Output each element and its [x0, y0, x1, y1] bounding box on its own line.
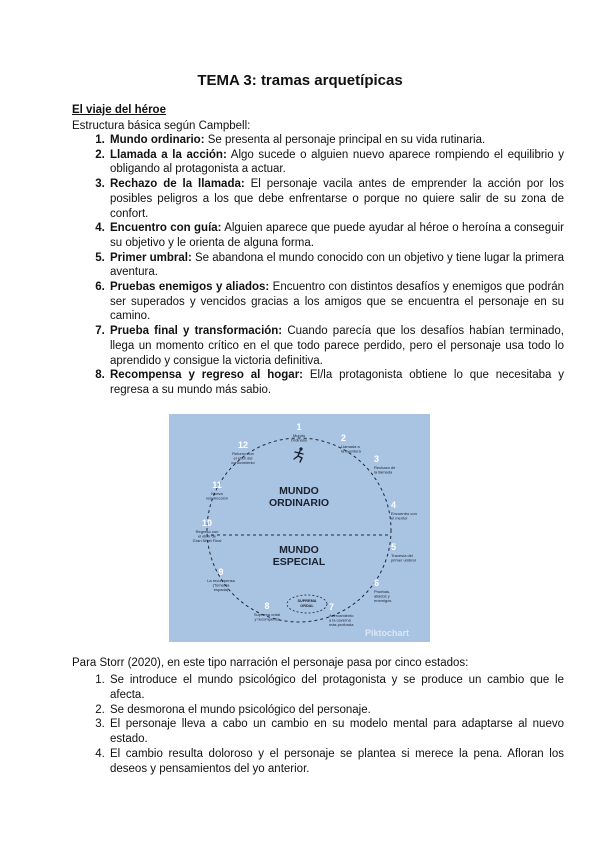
- stage-caption: Regreso con: [195, 529, 219, 534]
- stage-caption: la llamada: [374, 469, 393, 475]
- step-text: Encuentro con distintos desafíos y enemigos que podrán ser superados y vencidos gracias a los amigos que se encuentra el personaje en su camino.: [110, 281, 564, 323]
- stage-number: 8: [264, 601, 270, 611]
- step-term: Primer umbral:: [110, 251, 192, 264]
- step-term: Prueba final y transformación:: [110, 325, 283, 338]
- stage-number: 2: [341, 433, 347, 443]
- list-item: [108, 280, 564, 324]
- intro-text: Estructura básica según Campbell:: [72, 120, 251, 132]
- stage-caption: Mundo: [292, 433, 306, 438]
- list-item: 4. El cambio resulta doloroso y el personaje se plantea si merece la pena. Afloran los deseos y pensamientos del yo anterior.: [108, 747, 564, 777]
- watermark: Piktochart: [364, 628, 410, 638]
- hero-journey-diagram: [169, 414, 430, 642]
- special-world-label: ESPECIAL: [272, 556, 326, 568]
- stage-caption: Retorno con: [232, 451, 254, 456]
- stage-caption: el mentor: [391, 515, 408, 521]
- page-title: TEMA 3: tramas arquetípicas: [197, 72, 403, 89]
- section-heading: El viaje del héroe: [72, 104, 166, 116]
- stage-caption: Acercamiento: [329, 613, 354, 618]
- stage-caption: (Tomar la: [212, 582, 230, 588]
- stage-number: 5: [391, 542, 397, 552]
- stage-caption: Llamada a: [341, 444, 360, 449]
- list-item: 3. El personaje lleva a cabo un cambio en su modelo mental para adaptarse al nuevo estado.: [108, 717, 564, 747]
- list-item: [108, 324, 564, 368]
- special-world-label: MUNDO: [279, 544, 319, 556]
- stage-caption: Rechazo de: [374, 465, 396, 470]
- step-text: Se presenta al personaje principal en su vida rutinaria.: [204, 134, 486, 146]
- step-term: Pruebas enemigos y aliados:: [110, 281, 270, 294]
- stage-caption: Nueva: [211, 491, 223, 496]
- step-term: Llamada a la acción:: [110, 148, 227, 161]
- stage-caption: Pruebas,: [374, 589, 391, 594]
- stage-number: 7: [329, 602, 335, 612]
- stage-number: 6: [374, 578, 380, 588]
- stage-caption: conocimiento: [231, 460, 255, 466]
- stage-number: 3: [374, 454, 380, 464]
- list-item: [108, 251, 564, 280]
- stage-number: 12: [237, 440, 249, 450]
- stage-number: 11: [212, 480, 222, 490]
- list-item: [108, 221, 564, 250]
- stage-caption: La recompensa: [207, 578, 235, 583]
- stage-caption: Suprema ordal: [253, 612, 281, 617]
- stage-number: 10: [201, 518, 213, 528]
- storr-intro: Para Storr (2020), en este tipo narración el personaje pasa por cinco estados:: [72, 657, 469, 669]
- list-item: 2. Se desmorona el mundo psicológico del personaje.: [108, 703, 564, 718]
- hero-journey-list: [72, 133, 564, 398]
- stage-caption: primer umbral: [391, 557, 416, 563]
- step-text: Cuando parecía que los desafíos habían terminado, llega un momento crítico en el que todo parece perdido, pero el personaje usa todo lo aprendido y consigue la victoria definitiva.: [110, 325, 564, 367]
- ordeal-label: SUPREMA: [297, 599, 317, 603]
- step-term: Mundo ordinario:: [110, 134, 205, 146]
- stage-caption: y recompensa: [254, 616, 280, 622]
- ordinary-world-label: MUNDO: [279, 485, 319, 497]
- stage-caption: resurrección: [205, 495, 229, 501]
- list-item: [108, 177, 564, 221]
- list-item: 1. Se introduce el mundo psicológico del protagonista y se produce un cambio que le afecta.: [108, 673, 564, 703]
- stage-caption: más profunda: [329, 622, 354, 628]
- list-item: [108, 368, 564, 397]
- stage-number: 9: [218, 567, 224, 577]
- step-text: El/la protagonista obtiene lo que necesitaba y regresa a su mundo más sabio.: [110, 369, 565, 396]
- step-text: Algo sucede o alguien nuevo aparece rompiendo el equilibrio y obligando al protagonista a actuar.: [110, 148, 564, 176]
- stage-caption: Ordinario: [290, 437, 308, 443]
- stage-caption: la aventura: [341, 448, 361, 454]
- ordinary-world-label: ORDINARIO: [268, 497, 330, 509]
- cycle-ring: [207, 438, 391, 622]
- step-text: Se abandona el mundo conocido con un objetivo y tiene lugar la primera aventura.: [110, 251, 564, 279]
- stage-caption: enemigos: [374, 598, 392, 604]
- ordeal-label: ORDAL: [300, 604, 314, 608]
- storr-states-list: [72, 673, 564, 777]
- step-text: El personaje vacila antes de emprender la acción por los posibles peligros a los que debe enfrentarse o porque no quiere salir de su zona de confort.: [110, 178, 565, 220]
- stage-caption: Gran Nivel Final: [192, 538, 222, 544]
- step-text: Alguien aparece que puede ayudar al héroe o heroína a conseguir su objetivo y le orienta de alguna forma.: [110, 222, 564, 249]
- stage-caption: el elixir del: [233, 455, 253, 461]
- stage-caption: el elixir de: [197, 533, 217, 539]
- stage-caption: aliados y: [374, 593, 390, 599]
- stage-caption: Encuentro con: [391, 511, 417, 516]
- step-term: Recompensa y regreso al hogar:: [110, 369, 304, 382]
- stage-number: 4: [391, 500, 397, 510]
- stage-caption: Travesía del: [391, 553, 413, 558]
- stage-caption: espada): [213, 587, 229, 593]
- runner-icon: [294, 447, 303, 462]
- stage-number: 1: [296, 422, 302, 432]
- stage-caption: a la caverna: [329, 617, 351, 623]
- step-term: Rechazo de la llamada:: [110, 178, 245, 191]
- step-term: Encuentro con guía:: [110, 222, 222, 235]
- list-item: [108, 133, 564, 148]
- list-item: [108, 148, 564, 177]
